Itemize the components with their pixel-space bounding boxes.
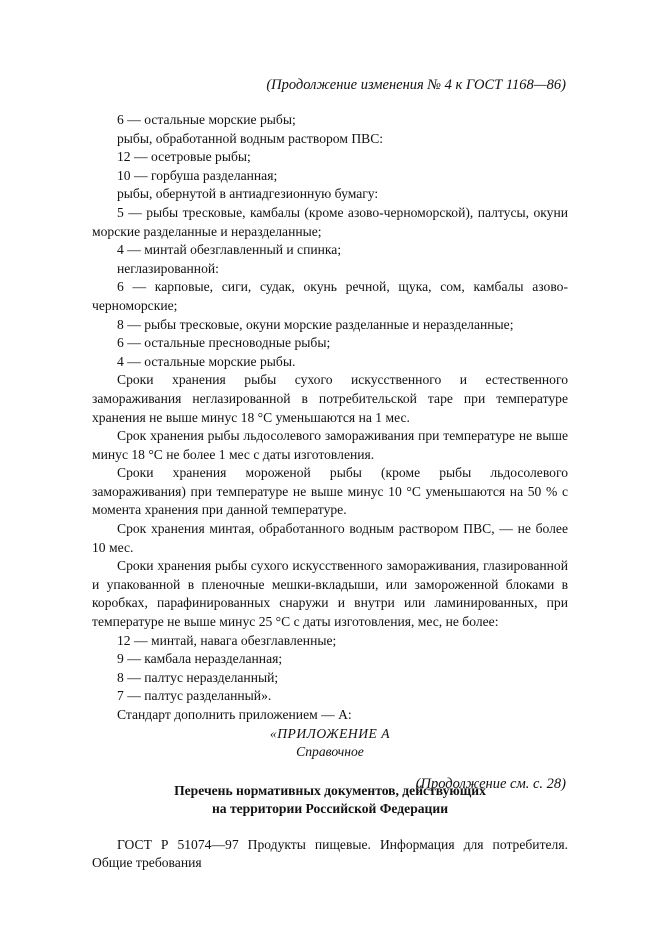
paragraph: Срок хранения рыбы льдосолевого замораживания при температуре не выше минус 18 °С не более 1 мес с даты изготовления. (92, 428, 568, 462)
paragraph: Сроки хранения рыбы сухого искусственного замораживания, глазированной и упакованной в пленочные мешки-вкладыши, или замороженной блоками в коробках, парафинированных снаружи и внутри или ламинированных, при температуре не выше минус 25 °С с даты изготовления, мес, не более: (92, 558, 568, 630)
text-line: 6 — остальные пресноводные рыбы; (117, 335, 331, 351)
text-line: 9 — камбала неразделанная; (117, 651, 283, 667)
text-line: 8 — рыбы тресковые, окуни морские разделанные и неразделанные; (117, 316, 514, 332)
list-heading-line2: на территории Российской Федерации (211, 800, 449, 816)
text-line: Стандарт дополнить приложением — А: (117, 707, 352, 722)
gost-entry: ГОСТ Р 51074—97 Продукты пищевые. Информация для потребителя. Общие требования (92, 836, 568, 871)
text-line: 4 — остальные морские рыбы. (117, 353, 296, 369)
list-heading-line1: Перечень нормативных документов, действующих (174, 782, 486, 798)
text-line: 5 — рыбы тресковые, камбалы (кроме азово-черноморской), палтусы, окуни морские разделанные и неразделанные; (92, 204, 568, 239)
text-line: 12 — осетровые рыбы; (117, 149, 251, 165)
appendix-subtitle: Справочное (296, 744, 364, 760)
text-line: 4 — минтай обезглавленный и спинка; (117, 242, 342, 258)
paragraph: Сроки хранения мороженой рыбы (кроме рыбы льдосолевого замораживания) при температуре не выше минус 10 °С уменьшаются на 50 % с момента хранения при данной температуре. (92, 465, 568, 518)
text-line: 6 — карповые, сиги, судак, окунь речной, щука, сом, камбалы азово-черноморские; (92, 279, 568, 313)
text-line: неглазированной: (117, 260, 219, 276)
page-footer: (Продолжение см. с. 28) (415, 776, 566, 792)
text-line: рыбы, обернутой в антиадгезионную бумагу: (117, 186, 379, 202)
text-line: 8 — палтус неразделанный; (117, 669, 279, 685)
document-body (92, 111, 568, 873)
text-line: 12 — минтай, навага обезглавленные; (117, 632, 337, 648)
text-line: 10 — горбуша разделанная; (117, 167, 278, 183)
text-line: 6 — остальные морские рыбы; (117, 112, 296, 127)
appendix-title: «ПРИЛОЖЕНИЕ А (269, 725, 391, 741)
paragraph: Срок хранения минтая, обработанного водным раствором ПВС, — не более 10 мес. (92, 521, 568, 555)
paragraph: Сроки хранения рыбы сухого искусственного и естественного замораживания неглазированной в потребительской таре при температуре хранения не выше минус 18 °С уменьшаются на 1 мес. (92, 372, 568, 425)
page-header: (Продолжение изменения № 4 к ГОСТ 1168—86) (266, 77, 566, 93)
text-line: 7 — палтус разделанный». (117, 688, 272, 704)
text-line: рыбы, обработанной водным раствором ПВС: (117, 130, 384, 146)
